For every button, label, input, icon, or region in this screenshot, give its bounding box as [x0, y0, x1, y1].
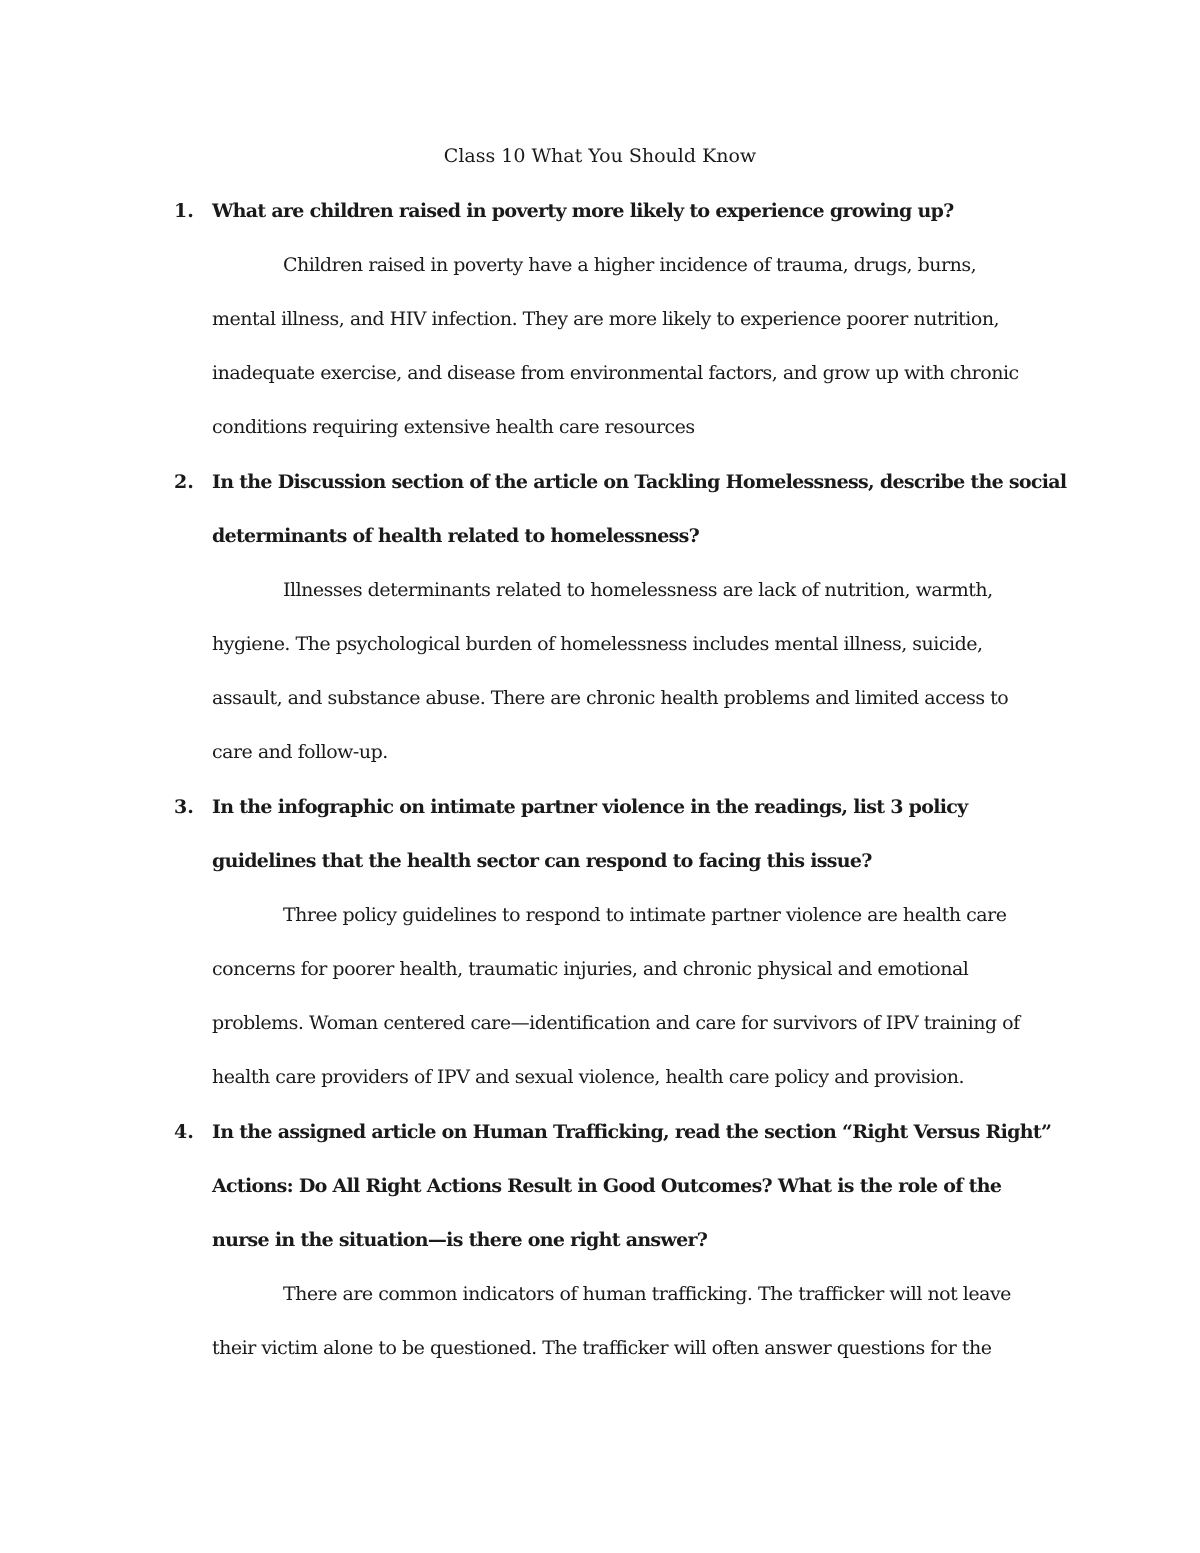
question-1-line-1: What are children raised in poverty more likely to experience growing up?	[212, 200, 954, 222]
answer-2-line-3: assault, and substance abuse. There are chronic health problems and limited access to	[212, 687, 1009, 709]
answer-2-line-2: hygiene. The psychological burden of homelessness includes mental illness, suicide,	[212, 633, 983, 655]
answer-2-line-1: Illnesses determinants related to homelessness are lack of nutrition, warmth,	[283, 579, 993, 601]
answer-1-line-3: inadequate exercise, and disease from environmental factors, and grow up with chronic	[212, 362, 1019, 384]
question-2-line-1: In the Discussion section of the article on Tackling Homelessness, describe the social	[212, 471, 1067, 493]
answer-1-line-1: Children raised in poverty have a higher incidence of trauma, drugs, burns,	[283, 254, 977, 276]
page-title: Class 10 What You Should Know	[443, 145, 757, 167]
answer-1-line-4: conditions requiring extensive health care resources	[212, 416, 695, 438]
item-number-4: 4.	[174, 1121, 194, 1143]
question-4-line-1: In the assigned article on Human Trafficking, read the section “Right Versus Right”	[212, 1121, 1052, 1143]
question-4-line-3: nurse in the situation—is there one right answer?	[212, 1229, 708, 1251]
answer-4-line-2: their victim alone to be questioned. The trafficker will often answer questions for the	[212, 1337, 992, 1359]
answer-3-line-4: health care providers of IPV and sexual violence, health care policy and provision.	[212, 1066, 965, 1088]
item-number-2: 2.	[174, 471, 194, 493]
answer-3-line-3: problems. Woman centered care—identification and care for survivors of IPV training of	[212, 1012, 1020, 1034]
item-number-3: 3.	[174, 796, 194, 818]
question-2-line-2: determinants of health related to homelessness?	[212, 525, 700, 547]
answer-2-line-4: care and follow-up.	[212, 741, 388, 763]
item-number-1: 1.	[174, 200, 194, 222]
question-3-line-2: guidelines that the health sector can respond to facing this issue?	[212, 850, 872, 872]
answer-1-line-2: mental illness, and HIV infection. They are more likely to experience poorer nutrition,	[212, 308, 1000, 330]
answer-4-line-1: There are common indicators of human trafficking. The trafficker will not leave	[283, 1283, 1011, 1305]
answer-3-line-1: Three policy guidelines to respond to intimate partner violence are health care	[283, 904, 1007, 926]
question-4-line-2: Actions: Do All Right Actions Result in Good Outcomes? What is the role of the	[212, 1175, 1002, 1197]
question-3-line-1: In the infographic on intimate partner violence in the readings, list 3 policy	[212, 796, 968, 818]
answer-3-line-2: concerns for poorer health, traumatic injuries, and chronic physical and emotional	[212, 958, 969, 980]
